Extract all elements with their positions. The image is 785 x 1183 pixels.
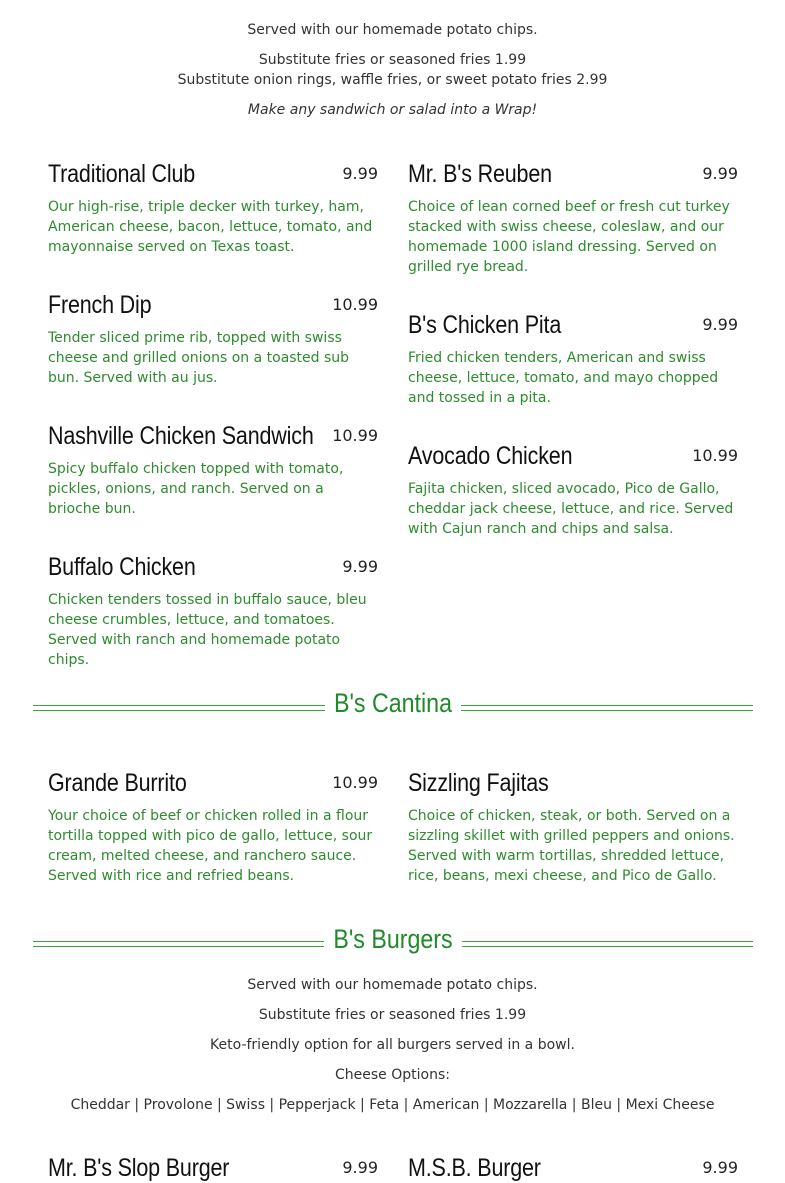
item-description: Choice of lean corned beef or fresh cut turkey stacked with swiss cheese, coleslaw, and our homemade 1000 island dressing. Served on grilled rye bread.: [408, 199, 730, 275]
item-price: 9.99: [342, 1158, 378, 1177]
item-name: Avocado Chicken: [408, 442, 573, 470]
section-header-burgers: [33, 924, 753, 964]
item-name: Mr. B's Slop Burger: [48, 1154, 230, 1182]
item-description: Fajita chicken, sliced avocado, Pico de Gallo, cheddar jack cheese, lettuce, and rice. Served with Cajun ranch and chips and salsa.: [408, 481, 734, 537]
item-name: French Dip: [48, 291, 152, 319]
item-price: 10.99: [332, 295, 378, 314]
wrap-note: Make any sandwich or salad into a Wrap!: [247, 102, 538, 118]
item-description: Spicy buffalo chicken topped with tomato, pickles, onions, and ranch. Served on a brioche bun.: [48, 461, 344, 517]
substitute-fries-note: Substitute fries or seasoned fries 1.99: [258, 52, 527, 68]
substitute-sides-note: Substitute onion rings, waffle fries, or sweet potato fries 2.99: [177, 72, 608, 88]
item-price: 10.99: [332, 426, 378, 445]
item-name: M.S.B. Burger: [408, 1154, 541, 1182]
item-price: 10.99: [332, 773, 378, 792]
item-price: 9.99: [702, 1158, 738, 1177]
item-price: 10.99: [692, 446, 738, 465]
item-name: Buffalo Chicken: [48, 553, 196, 581]
item-name: Mr. B's Reuben: [408, 160, 552, 188]
item-name: Traditional Club: [48, 160, 196, 188]
item-price: 9.99: [702, 315, 738, 334]
item-name: B's Chicken Pita: [408, 311, 562, 339]
item-name: Grande Burrito: [48, 769, 187, 797]
item-price: 9.99: [342, 557, 378, 576]
chips-note: Served with our homemade potato chips.: [247, 22, 538, 38]
item-description: Chicken tenders tossed in buffalo sauce, bleu cheese crumbles, lettuce, and tomatoes. Served with ranch and homemade potato chips.: [48, 592, 367, 668]
section-header-cantina: [33, 688, 753, 728]
item-description: Tender sliced prime rib, topped with swiss cheese and grilled onions on a toasted sub bun. Served with au jus.: [48, 330, 350, 386]
section-title: B's Cantina: [333, 688, 453, 718]
item-description: Choice of chicken, steak, or both. Served on a sizzling skillet with grilled peppers and onions. Served with warm tortillas, shredded lettuce, rice, beans, mexi cheese, and Pico de Gallo.: [408, 808, 735, 884]
item-name: Nashville Chicken Sandwich: [48, 422, 314, 450]
cheese-options-list: Cheddar | Provolone | Swiss | Pepperjack | Feta | American | Mozzarella | Bleu | Mexi Cheese: [70, 1097, 715, 1113]
section-title: B's Burgers: [333, 924, 453, 954]
item-name: Sizzling Fajitas: [408, 769, 549, 797]
item-description: Your choice of beef or chicken rolled in a flour tortilla topped with pico de gallo, lettuce, sour cream, melted cheese, and ranchero sauce. Served with rice and refried beans.: [48, 808, 373, 884]
item-description: Fried chicken tenders, American and swiss cheese, lettuce, tomato, and mayo chopped and tossed in a pita.: [408, 350, 719, 406]
item-price: 9.99: [702, 164, 738, 183]
item-price: 9.99: [342, 164, 378, 183]
keto-note: Keto-friendly option for all burgers served in a bowl.: [210, 1037, 575, 1053]
burger-substitute-note: Substitute fries or seasoned fries 1.99: [258, 1007, 527, 1023]
burger-chips-note: Served with our homemade potato chips.: [247, 977, 538, 993]
cheese-options-label: Cheese Options:: [335, 1067, 450, 1083]
item-description: Our high-rise, triple decker with turkey, ham, American cheese, bacon, lettuce, tomato, and mayonnaise served on Texas toast.: [48, 199, 373, 255]
